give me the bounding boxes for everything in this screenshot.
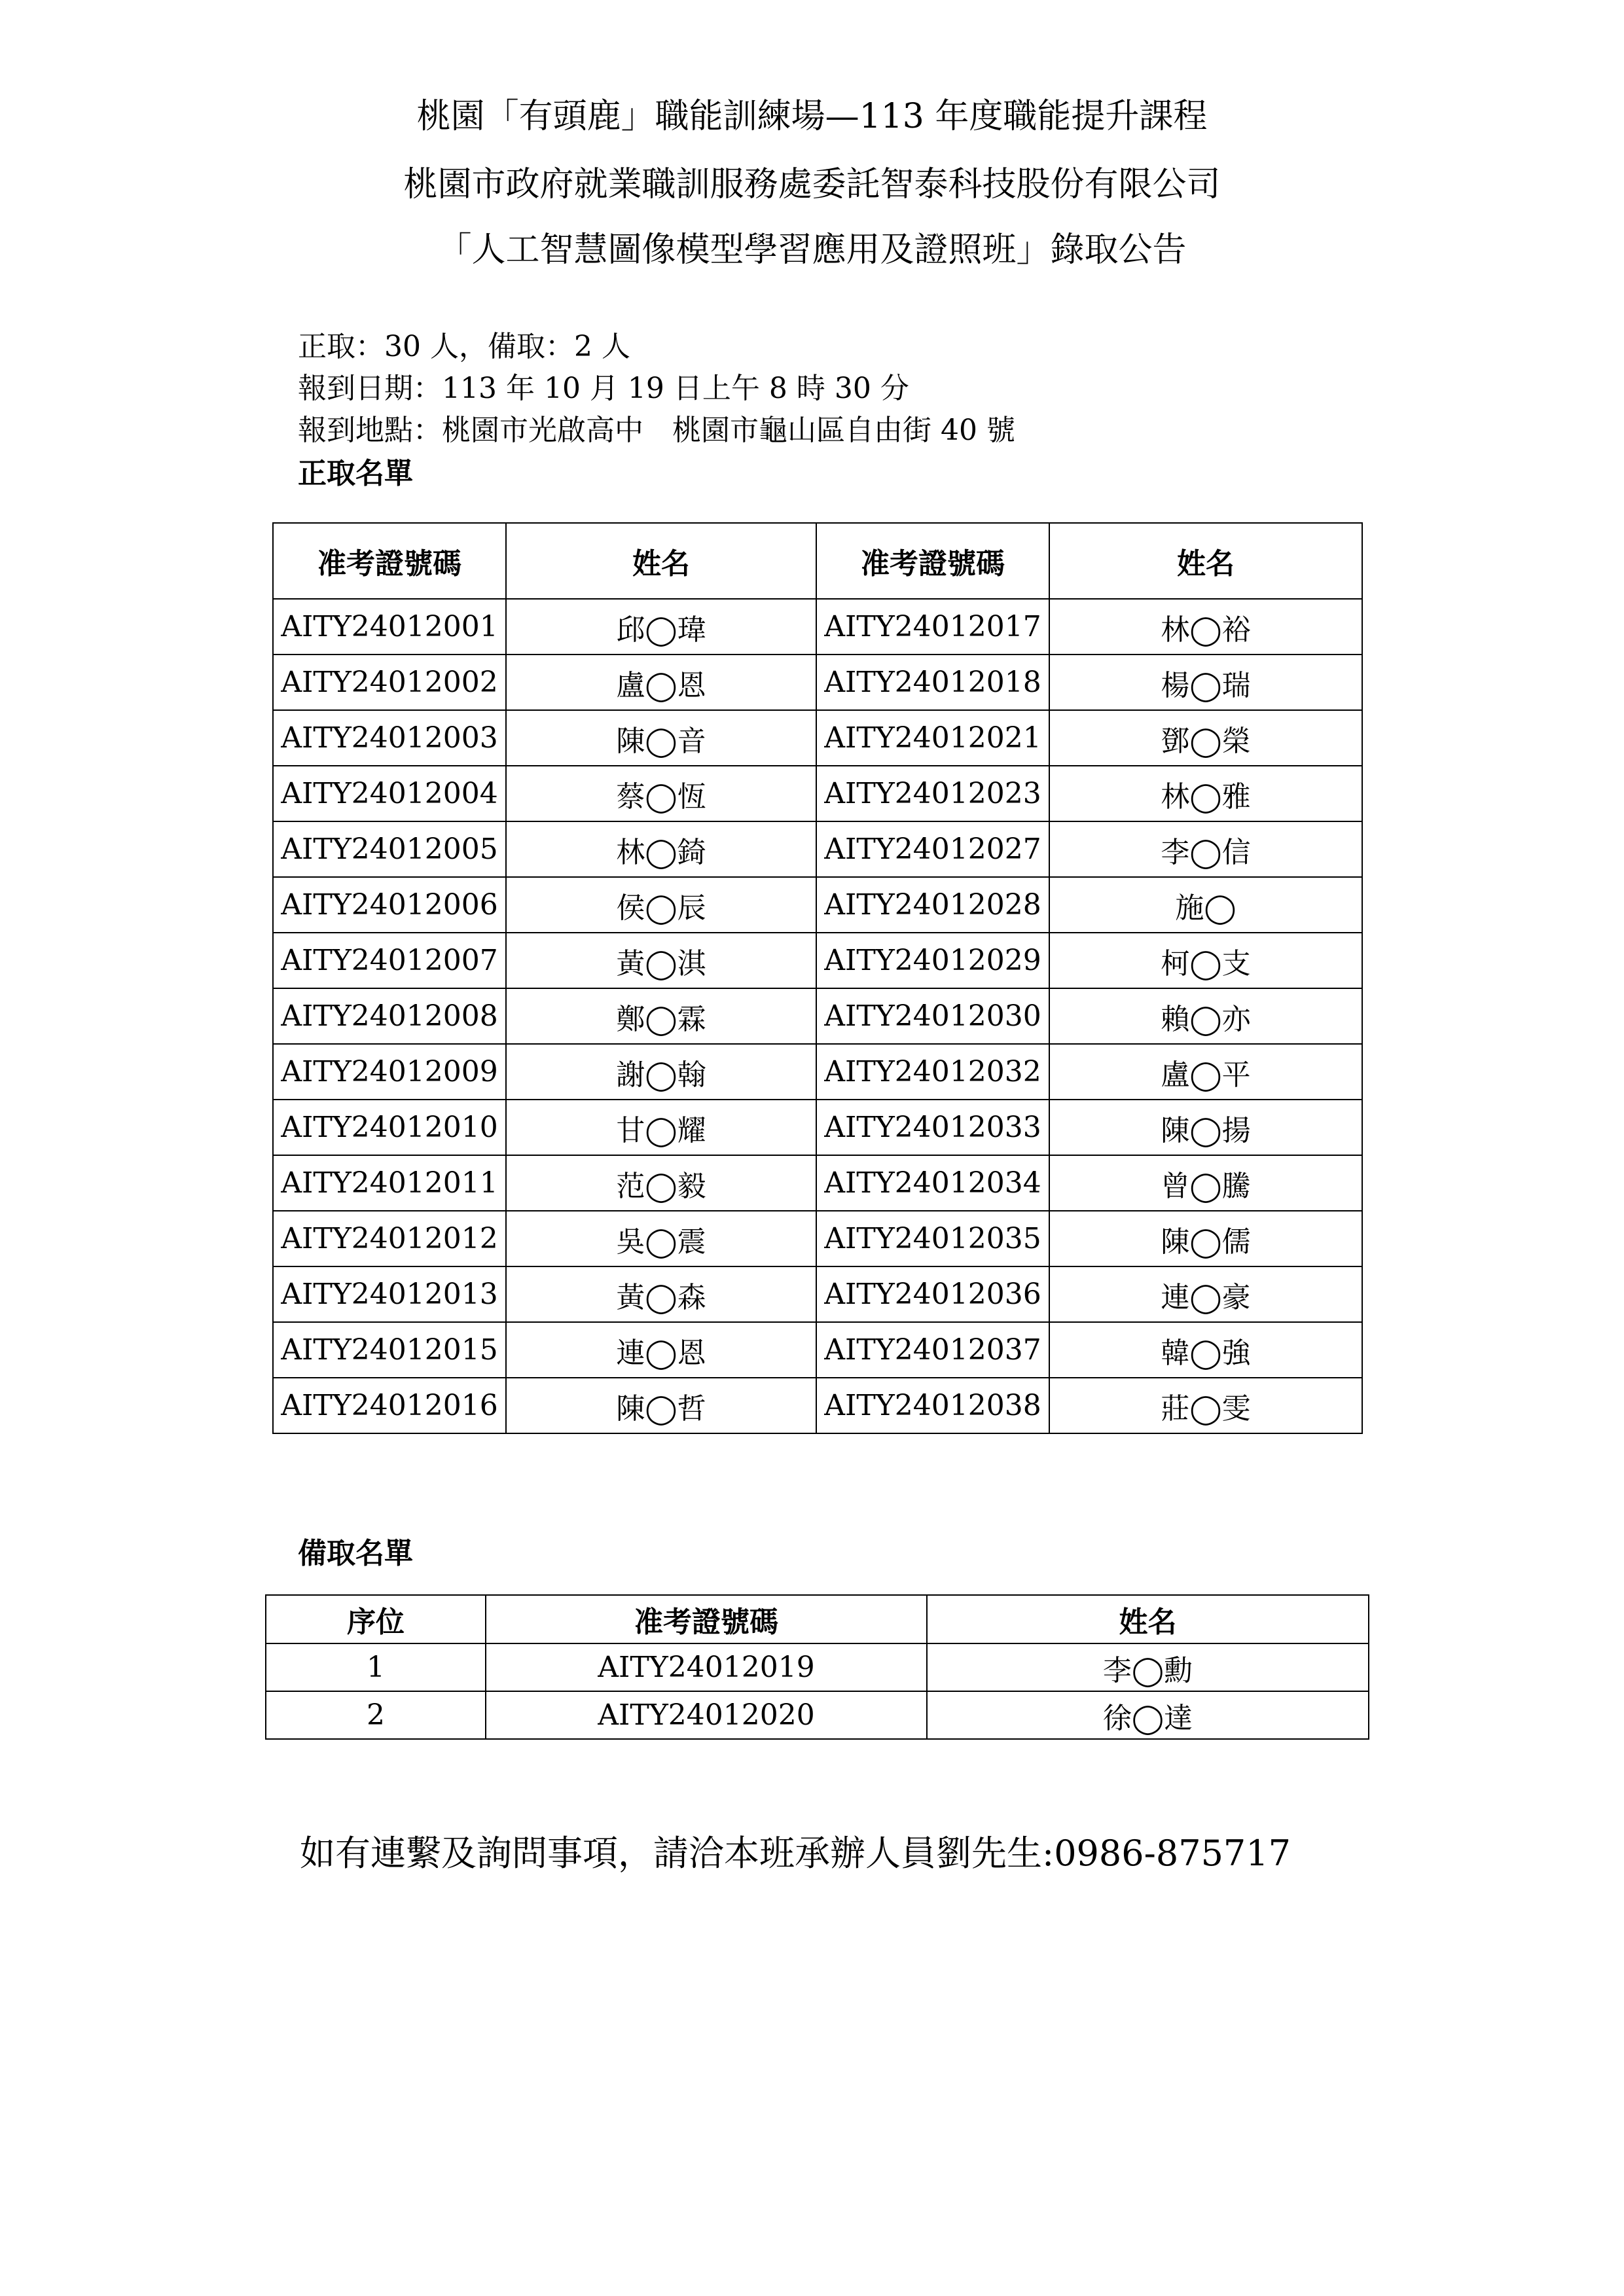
exam-id-cell: AITY24012010 [273, 1100, 506, 1155]
name-cell: 曾◯騰 [1049, 1155, 1362, 1211]
exam-id-cell: AITY24012030 [816, 988, 1049, 1044]
name-cell: 鄭◯霖 [506, 988, 816, 1044]
waitlist-table [265, 1594, 1369, 1740]
admitted-table-header-row [273, 523, 1362, 599]
exam-id-cell: AITY24012029 [816, 933, 1049, 988]
table-row [273, 988, 1362, 1044]
name-cell: 施◯ [1049, 877, 1362, 933]
table-row [266, 1643, 1369, 1691]
exam-id-cell: AITY24012034 [816, 1155, 1049, 1211]
exam-id-cell: AITY24012038 [816, 1378, 1049, 1433]
column-header-name: 姓名 [1049, 523, 1362, 599]
table-row [273, 1266, 1362, 1322]
exam-id-cell: AITY24012033 [816, 1100, 1049, 1155]
exam-id-cell: AITY24012011 [273, 1155, 506, 1211]
contact-info: 如有連繫及詢問事項，請洽本班承辦人員劉先生:0986-875717 [300, 1833, 1291, 1874]
name-cell: 李◯信 [1049, 821, 1362, 877]
exam-id-cell: AITY24012005 [273, 821, 506, 877]
column-header-name: 姓名 [506, 523, 816, 599]
name-cell: 吳◯震 [506, 1211, 816, 1266]
table-row [273, 1100, 1362, 1155]
quota-text: 正取：30 人，備取：2 人 [298, 330, 630, 363]
report-date-text: 報到日期：113 年 10 月 19 日上午 8 時 30 分 [298, 372, 909, 405]
name-cell: 林◯雅 [1049, 766, 1362, 821]
exam-id-cell: AITY24012028 [816, 877, 1049, 933]
name-cell: 連◯豪 [1049, 1266, 1362, 1322]
name-cell: 林◯錡 [506, 821, 816, 877]
exam-id-cell: AITY24012015 [273, 1322, 506, 1378]
exam-id-cell: AITY24012035 [816, 1211, 1049, 1266]
name-cell: 韓◯強 [1049, 1322, 1362, 1378]
exam-id-cell: AITY24012007 [273, 933, 506, 988]
table-row [273, 877, 1362, 933]
table-row [273, 933, 1362, 988]
exam-id-cell: AITY24012006 [273, 877, 506, 933]
name-cell: 陳◯音 [506, 710, 816, 766]
name-cell: 柯◯支 [1049, 933, 1362, 988]
table-row [273, 1211, 1362, 1266]
exam-id-cell: AITY24012036 [816, 1266, 1049, 1322]
exam-id-cell: AITY24012023 [816, 766, 1049, 821]
table-row [273, 710, 1362, 766]
name-cell: 徐◯達 [927, 1691, 1369, 1739]
exam-id-cell: AITY24012001 [273, 599, 506, 655]
title-line-1: 桃園「有頭鹿」職能訓練場—113 年度職能提升課程 [416, 97, 1208, 136]
table-row [273, 599, 1362, 655]
name-cell: 盧◯平 [1049, 1044, 1362, 1100]
name-cell: 林◯裕 [1049, 599, 1362, 655]
name-cell: 莊◯雯 [1049, 1378, 1362, 1433]
rank-cell: 1 [266, 1643, 486, 1691]
exam-id-cell: AITY24012012 [273, 1211, 506, 1266]
exam-id-cell: AITY24012020 [486, 1691, 927, 1739]
table-row [273, 1155, 1362, 1211]
name-cell: 蔡◯恆 [506, 766, 816, 821]
exam-id-cell: AITY24012004 [273, 766, 506, 821]
name-cell: 范◯毅 [506, 1155, 816, 1211]
table-row [273, 655, 1362, 710]
name-cell: 鄧◯榮 [1049, 710, 1362, 766]
exam-id-cell: AITY24012009 [273, 1044, 506, 1100]
column-header-name: 姓名 [927, 1595, 1369, 1643]
column-header-exam-id: 准考證號碼 [486, 1595, 927, 1643]
column-header-rank: 序位 [266, 1595, 486, 1643]
exam-id-cell: AITY24012027 [816, 821, 1049, 877]
column-header-exam-id: 准考證號碼 [816, 523, 1049, 599]
name-cell: 甘◯耀 [506, 1100, 816, 1155]
exam-id-cell: AITY24012021 [816, 710, 1049, 766]
name-cell: 陳◯哲 [506, 1378, 816, 1433]
name-cell: 盧◯恩 [506, 655, 816, 710]
name-cell: 楊◯瑞 [1049, 655, 1362, 710]
name-cell: 李◯勳 [927, 1643, 1369, 1691]
title-line-3: 「人工智慧圖像模型學習應用及證照班」錄取公告 [437, 230, 1187, 270]
name-cell: 賴◯亦 [1049, 988, 1362, 1044]
title-line-2: 桃園市政府就業職訓服務處委託智泰科技股份有限公司 [403, 165, 1221, 204]
name-cell: 黃◯森 [506, 1266, 816, 1322]
exam-id-cell: AITY24012016 [273, 1378, 506, 1433]
admitted-table [272, 522, 1363, 1434]
exam-id-cell: AITY24012008 [273, 988, 506, 1044]
table-row [266, 1691, 1369, 1739]
exam-id-cell: AITY24012013 [273, 1266, 506, 1322]
exam-id-cell: AITY24012017 [816, 599, 1049, 655]
name-cell: 邱◯瑋 [506, 599, 816, 655]
name-cell: 陳◯揚 [1049, 1100, 1362, 1155]
name-cell: 黃◯淇 [506, 933, 816, 988]
name-cell: 謝◯翰 [506, 1044, 816, 1100]
table-row [273, 821, 1362, 877]
exam-id-cell: AITY24012019 [486, 1643, 927, 1691]
exam-id-cell: AITY24012037 [816, 1322, 1049, 1378]
table-row [273, 1044, 1362, 1100]
name-cell: 連◯恩 [506, 1322, 816, 1378]
name-cell: 陳◯儒 [1049, 1211, 1362, 1266]
table-row [273, 1378, 1362, 1433]
name-cell: 侯◯辰 [506, 877, 816, 933]
admitted-list-heading: 正取名單 [298, 457, 413, 490]
exam-id-cell: AITY24012003 [273, 710, 506, 766]
exam-id-cell: AITY24012032 [816, 1044, 1049, 1100]
table-row [273, 1322, 1362, 1378]
exam-id-cell: AITY24012018 [816, 655, 1049, 710]
column-header-exam-id: 准考證號碼 [273, 523, 506, 599]
waitlist-heading: 備取名單 [298, 1537, 413, 1570]
exam-id-cell: AITY24012002 [273, 655, 506, 710]
rank-cell: 2 [266, 1691, 486, 1739]
report-place-text: 報到地點：桃園市光啟高中 桃園市龜山區自由街 40 號 [298, 414, 1015, 447]
table-row [273, 766, 1362, 821]
waitlist-table-header-row [266, 1595, 1369, 1643]
